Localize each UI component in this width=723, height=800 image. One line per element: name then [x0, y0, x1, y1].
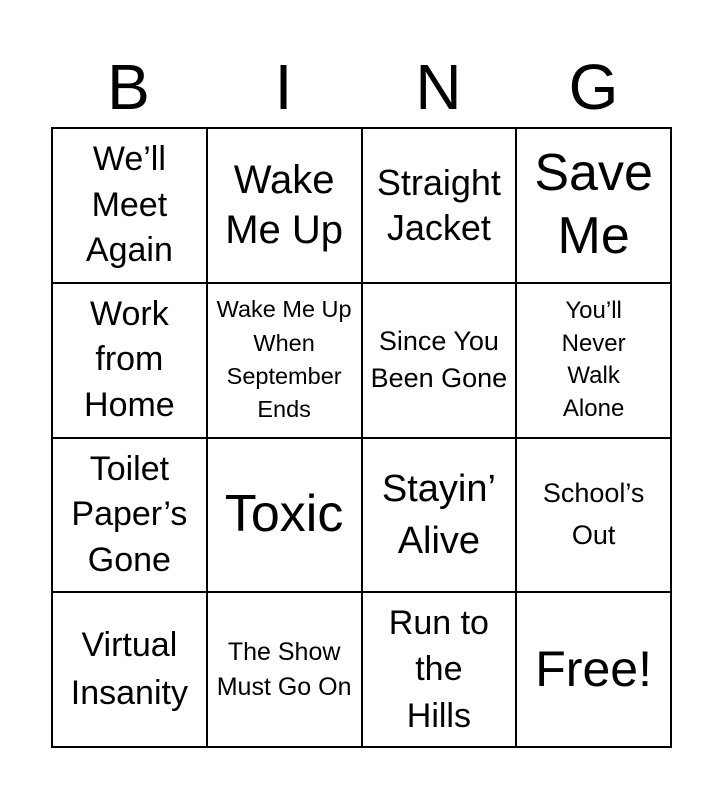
- bingo-cell[interactable]: [363, 439, 518, 594]
- bingo-cell[interactable]: [208, 284, 363, 439]
- cell-text: Work from Home: [84, 294, 175, 424]
- bingo-cell[interactable]: [517, 284, 672, 439]
- bingo-cell[interactable]: [517, 439, 672, 594]
- cell-text: Straight Jacket: [376, 161, 501, 249]
- bingo-cell[interactable]: [208, 129, 363, 284]
- cell-text: Run to the Hills: [388, 603, 489, 735]
- bingo-board: [51, 127, 672, 748]
- bingo-cell[interactable]: [363, 593, 518, 748]
- cell-text: Since You Been Gone: [370, 325, 508, 394]
- cell-text: School’s Out: [542, 478, 645, 550]
- cell-text: Virtual Insanity: [70, 626, 188, 712]
- bingo-cell[interactable]: [517, 129, 672, 284]
- cell-text: Stayin’ Alive: [381, 467, 496, 562]
- bingo-cell[interactable]: [363, 284, 518, 439]
- cell-text: Toxic: [224, 485, 344, 544]
- cell-text: Toilet Paper’s Gone: [71, 449, 188, 579]
- cell-text: Free!: [535, 641, 652, 698]
- cell-text: The Show Must Go On: [216, 637, 352, 701]
- header-letter-g: G: [568, 51, 619, 123]
- header-letter-b: B: [107, 51, 150, 123]
- header-letter-i: I: [274, 51, 293, 123]
- bingo-cell[interactable]: [53, 439, 208, 594]
- header-letter-n: N: [415, 51, 462, 123]
- bingo-cell[interactable]: [208, 439, 363, 594]
- bingo-cell[interactable]: [53, 284, 208, 439]
- cell-text: We’ll Meet Again: [85, 140, 173, 270]
- cell-text: You’ll Never Walk Alone: [561, 296, 626, 422]
- cell-text: Wake Me Up: [225, 158, 344, 253]
- cell-text: Save Me: [534, 143, 653, 266]
- bingo-cell[interactable]: [53, 593, 208, 748]
- cell-text: Wake Me Up When September Ends: [216, 296, 352, 423]
- bingo-cell[interactable]: [363, 129, 518, 284]
- bingo-cell[interactable]: [517, 593, 672, 748]
- bingo-cell[interactable]: [208, 593, 363, 748]
- bingo-header: [51, 50, 671, 125]
- bingo-cell[interactable]: [53, 129, 208, 284]
